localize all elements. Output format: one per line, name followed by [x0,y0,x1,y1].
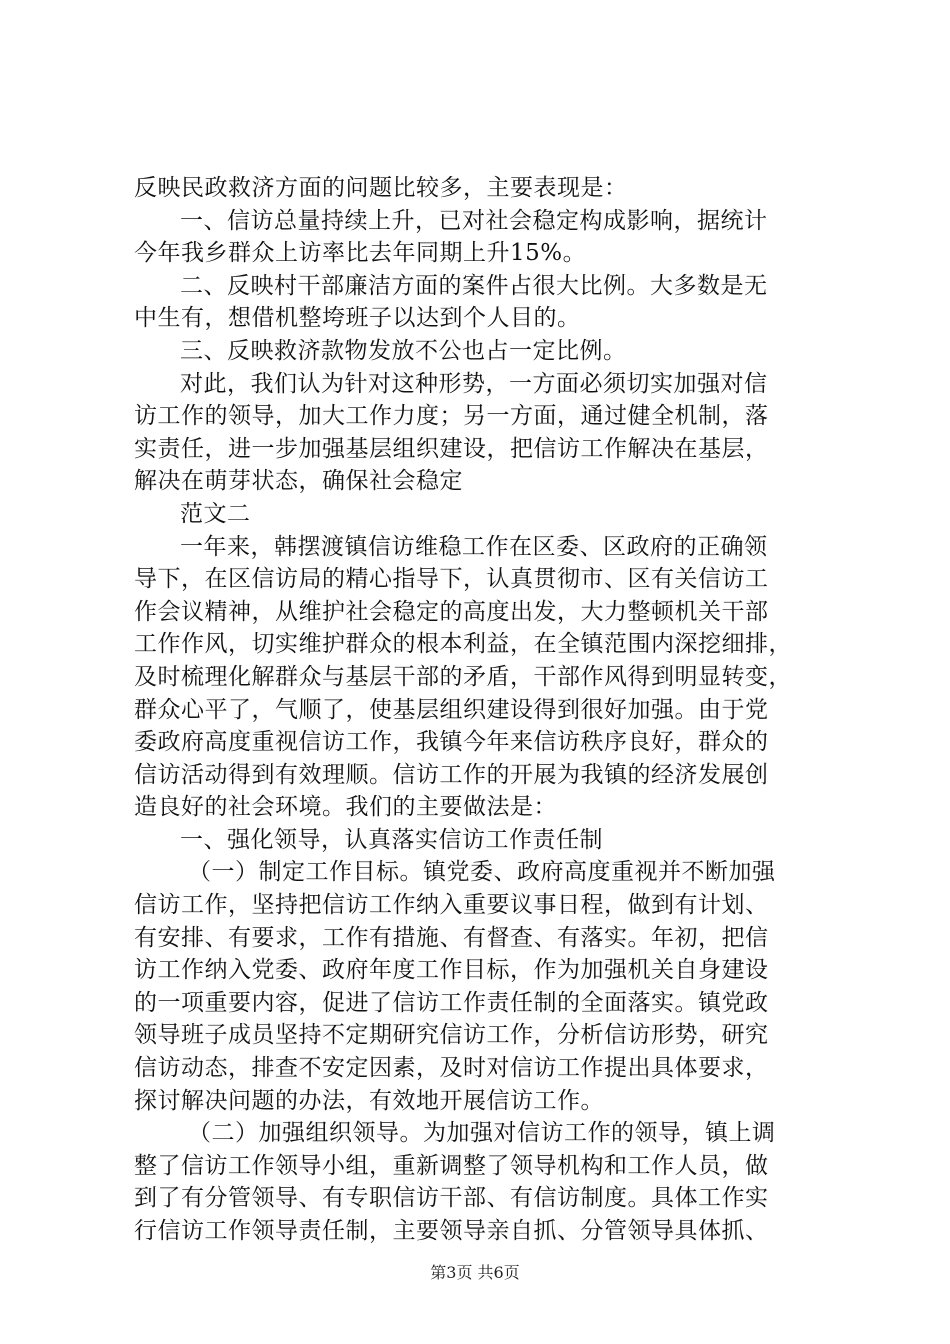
text-line: 导下，在区信访局的精心指导下，认真贯彻市、区有关信访工 [134,566,769,593]
text-line: 访工作的领导，加大工作力度；另一方面，通过健全机制，落 [134,403,769,430]
text-line: 领导班子成员坚持不定期研究信访工作，分析信访形势，研究 [134,1022,769,1049]
text-line: 有安排、有要求，工作有措施、有督查、有落实。年初，把信 [134,924,769,951]
page-footer: 第3页 共6页 [430,1263,520,1282]
text-line: 信访动态，排查不安定因素，及时对信访工作提出具体要求， [134,1055,769,1082]
text-line: 信访活动得到有效理顺。信访工作的开展为我镇的经济发展创 [134,761,769,788]
text-line: 一年来，韩摆渡镇信访维稳工作在区委、区政府的正确领 [180,533,768,560]
text-line: 实责任，进一步加强基层组织建设，把信访工作解决在基层， [134,435,769,462]
text-line: 整了信访工作领导小组，重新调整了领导机构和工作人员，做 [134,1152,769,1179]
text-line: （二）加强组织领导。为加强对信访工作的领导，镇上调 [188,1120,776,1147]
section-heading: 一、强化领导，认真落实信访工作责任制 [180,826,603,853]
text-line: 今年我乡群众上访率比去年同期上升15%。 [134,240,587,267]
text-line: 解决在萌芽状态，确保社会稳定 [134,468,463,495]
text-line: 一、信访总量持续上升，已对社会稳定构成影响，据统计 [180,207,768,234]
text-line: 二、反映村干部廉洁方面的案件占很大比例。大多数是无 [180,272,768,299]
text-line: 群众心平了，气顺了，使基层组织建设得到很好加强。由于党 [134,696,769,723]
text-line: 对此，我们认为针对这种形势，一方面必须切实加强对信 [180,370,768,397]
text-line: 及时梳理化解群众与基层干部的矛盾，干部作风得到明显转变， [134,663,792,690]
text-line: 探讨解决问题的办法，有效地开展信访工作。 [134,1087,604,1114]
text-line: （一）制定工作目标。镇党委、政府高度重视并不断加强 [188,859,776,886]
text-line: 委政府高度重视信访工作，我镇今年来信访秩序良好，群众的 [134,729,769,756]
text-line: 访工作纳入党委、政府年度工作目标，作为加强机关自身建设 [134,957,769,984]
text-line: 中生有，想借机整垮班子以达到个人目的。 [134,305,581,332]
body-text [134,172,834,1248]
text-line: 反映民政救济方面的问题比较多，主要表现是： [134,175,628,201]
text-line: 三、反映救济款物发放不公也占一定比例。 [180,337,627,364]
section-heading: 范文二 [180,500,251,527]
text-line: 造良好的社会环境。我们的主要做法是： [134,794,557,821]
text-line: 作会议精神，从维护社会稳定的高度出发，大力整顿机关干部 [134,598,769,625]
text-line: 工作作风，切实维护群众的根本利益，在全镇范围内深挖细排， [134,631,792,658]
text-line: 行信访工作领导责任制，主要领导亲自抓、分管领导具体抓、 [134,1218,769,1244]
text-line: 的一项重要内容，促进了信访工作责任制的全面落实。镇党政 [134,989,769,1016]
text-line: 到了有分管领导、有专职信访干部、有信访制度。具体工作实 [134,1185,769,1212]
text-line: 信访工作，坚持把信访工作纳入重要议事日程，做到有计划、 [134,892,769,919]
